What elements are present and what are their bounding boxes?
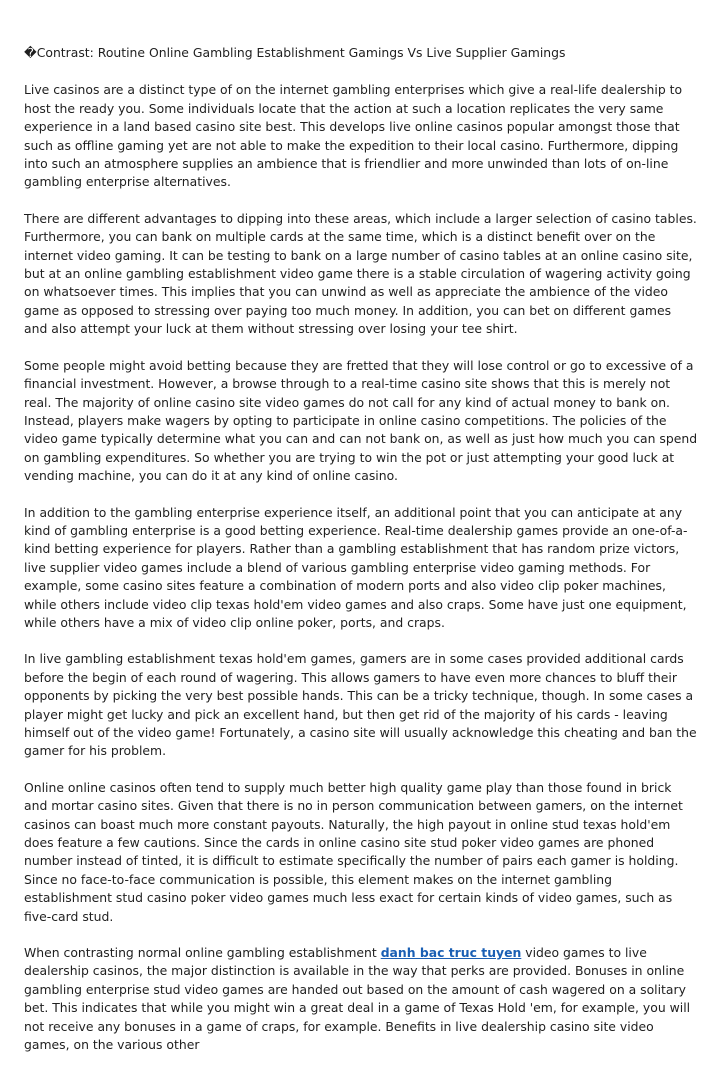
document-body [24, 44, 698, 1073]
document-title: �Contrast: Routine Online Gambling Establishment Gamings Vs Live Supplier Gamings [24, 45, 566, 60]
paragraph-5: In live gambling establishment texas hold'em games, gamers are in some cases provided additional cards before the begin of each round of wagering. This allows gamers to have even more chances to bluff their opponents by picking the very best possible hands. This can be a tricky technique, though. In some cases a player might get lucky and pick an excellent hand, but then get rid of the majority of his cards - leaving himself out of the video game! Fortunately, a casino site will usually acknowledge this cheating and ban the gamer for his problem. [24, 651, 697, 759]
paragraph-7-text-after-link: video games to live dealership casinos, the major distinction is available in the way that perks are provided. Bonuses in online gambling enterprise stud video games are handed out based on the amount of cash wagered on a solitary bet. This indicates that while you might win a great deal in a game of Texas Hold 'em, for example, you will not receive any bonuses in a game of craps, for example. Benefits in live dealership casino site video games, on the various other [24, 945, 691, 1053]
inline-link[interactable]: danh bac truc tuyen [380, 945, 522, 961]
paragraph-7 [24, 944, 698, 1054]
paragraph-6: Online online casinos often tend to supply much better high quality game play than those found in brick and mortar casino sites. Given that there is no in person communication between gamers, on the internet casinos can boast much more constant payouts. Naturally, the high payout in online stud texas hold'em does feature a few cautions. Since the cards in online casino site stud poker video games are phoned number instead of tinted, it is difficult to estimate specifically the number of pairs each gamer is holding. Since no face-to-face communication is possible, this element makes on the internet gambling establishment stud casino poker video games much less exact for certain kinds of video games, such as five-card stud. [24, 779, 683, 924]
paragraph-3: Some people might avoid betting because they are fretted that they will lose control or go to excessive of a financial investment. However, a browse through to a real-time casino site shows that this is merely not real. The majority of online casino site video games do not call for any kind of actual money to bank on. Instead, players make wagers by opting to participate in online casino competitions. The policies of the video game typically determine what you can and can not bank on, as well as just how much you can spend on gambling expenditures. So whether you are trying to win the pot or just attempting your good luck at vending machine, you can do it at any kind of online casino. [24, 357, 698, 484]
paragraph-1: Live casinos are a distinct type of on the internet gambling enterprises which give a real-life dealership to host the ready you. Some individuals locate that the action at such a location replicates the very same experience in a land based casino site best. This develops live online casinos popular amongst those that such as offline gaming yet are not able to make the expedition to their local casino. Furthermore, dipping into such an atmosphere supplies an ambience that is friendlier and more unwinded than lots of on-line gambling enterprise alternatives. [24, 82, 683, 190]
paragraph-2: There are different advantages to dipping into these areas, which include a larger selection of casino tables. Furthermore, you can bank on multiple cards at the same time, which is a distinct benefit over on the internet video gaming. It can be testing to bank on a large number of casino tables at an online casino site, but at an online gambling establishment video game there is a stable circulation of wagering activity going on whatsoever times. This implies that you can unwind as well as appreciate the ambience of the video game as opposed to stressing over paying too much money. In addition, you can bet on different games and also attempt your luck at them without stressing over losing your tee shirt. [24, 210, 697, 337]
paragraph-7-text-before-link: When contrasting normal online gambling establishment [24, 945, 381, 961]
paragraph-4: In addition to the gambling enterprise experience itself, an additional point that you can anticipate at any kind of gambling enterprise is a good betting experience. Real-time dealership games provide an one-of-a-kind betting experience for players. Rather than a gambling establishment that has random prize victors, live supplier video games include a blend of various gambling enterprise video gaming methods. For example, some casino sites feature a combination of modern ports and also video clip poker machines, while others include video clip texas hold'em video games and also craps. Some have just one equipment, while others have a mix of video clip online poker, ports, and craps. [24, 504, 688, 630]
